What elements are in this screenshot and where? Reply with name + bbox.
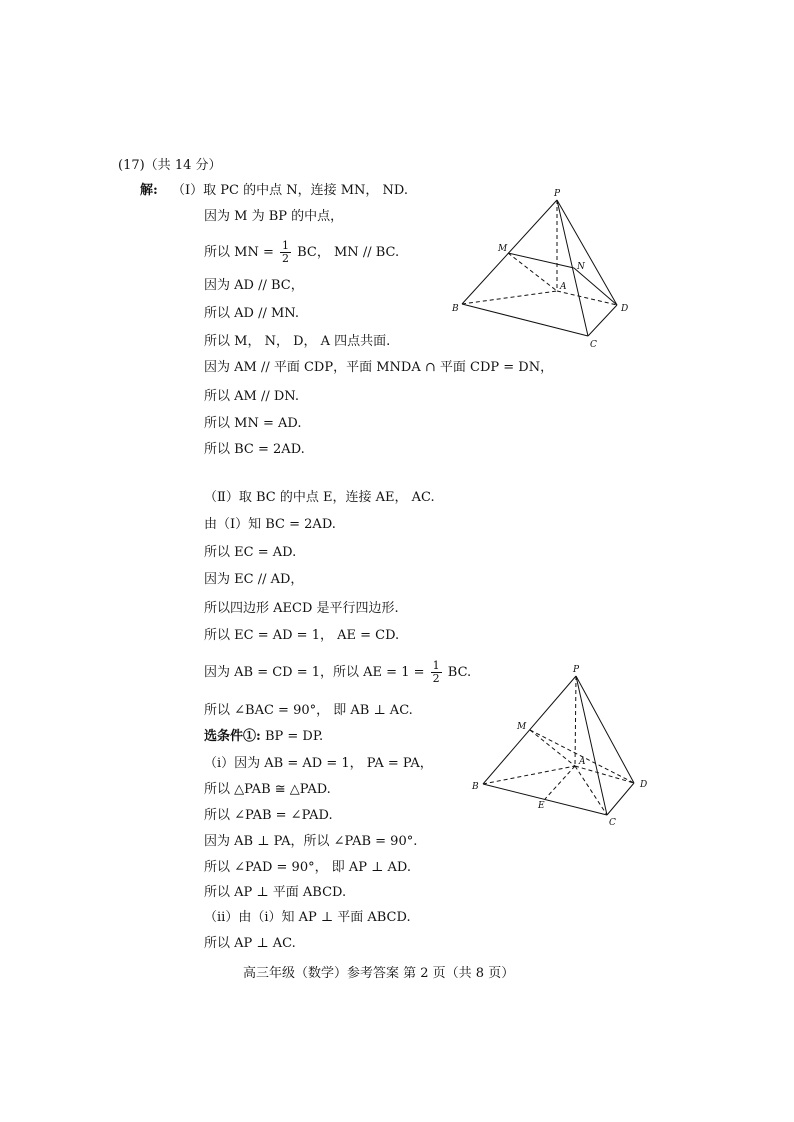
solution-line-3-lhs: 所以 MN =	[204, 245, 274, 260]
solution-line-11: （Ⅱ）取 BC 的中点 E，连接 AE， AC.	[204, 490, 435, 505]
fraction-denominator: 2	[281, 252, 289, 265]
label-D: D	[621, 304, 629, 314]
solution-line-26: （ⅱ）由（ⅰ）知 AP ⊥ 平面 ABCD.	[204, 910, 411, 925]
solution-line-8: 所以 AM // DN.	[204, 389, 299, 404]
solution-line-25: 所以 AP ⊥ 平面 ABCD.	[204, 885, 347, 900]
edge-BC	[483, 784, 607, 815]
label-E: E	[538, 801, 545, 811]
solution-line-23: 因为 AB ⊥ PA，所以 ∠PAB = 90°.	[204, 834, 418, 849]
hidden-edge-MA	[530, 730, 575, 766]
solution-line-20: （ⅰ）因为 AB = AD = 1， PA = PA，	[204, 756, 433, 771]
label-M: M	[498, 244, 508, 254]
label-M: M	[517, 722, 527, 732]
solution-line-9: 所以 MN = AD.	[204, 416, 302, 431]
solution-line-17-rhs: BC.	[447, 665, 472, 680]
solution-line-21: 所以 △PAB ≅ △PAD.	[204, 782, 331, 797]
solution-line-16: 所以 EC = AD = 1， AE = CD.	[204, 628, 400, 643]
label-P: P	[554, 189, 561, 199]
solution-line-17-lhs: 因为 AB = CD = 1，所以 AE = 1 =	[204, 665, 425, 680]
condition-text: BP = DP.	[260, 729, 324, 744]
solution-label: 解:	[140, 183, 158, 198]
label-P: P	[573, 665, 580, 675]
solution-line-27: 所以 AP ⊥ AC.	[204, 936, 296, 951]
label-B: B	[452, 304, 459, 314]
solution-line-14: 因为 EC // AD，	[204, 572, 304, 587]
label-C: C	[590, 340, 597, 350]
solution-line-6: 所以 M， N， D， A 四点共面.	[204, 334, 391, 349]
label-C: C	[609, 818, 616, 828]
solution-line-15: 所以四边形 AECD 是平行四边形.	[204, 601, 399, 616]
solution-line-18: 所以 ∠BAC = 90°， 即 AB ⊥ AC.	[204, 703, 413, 718]
label-D: D	[640, 780, 648, 790]
label-A: A	[560, 282, 567, 292]
solution-line-5: 所以 AD // MN.	[204, 306, 299, 321]
label-B: B	[472, 782, 479, 792]
solution-line-4: 因为 AD // BC，	[204, 278, 304, 293]
solution-line-2: 因为 M 为 BP 的中点，	[204, 209, 344, 224]
label-N: N	[577, 262, 585, 272]
page-footer: 高三年级（数学）参考答案 第 2 页（共 8 页）	[243, 966, 515, 981]
solution-line-3-rhs: BC， MN // BC.	[297, 245, 400, 260]
solution-line-22: 所以 ∠PAB = ∠PAD.	[204, 808, 333, 823]
problem-header: (17)（共 14 分）	[118, 158, 222, 173]
condition-label: 选条件①:	[204, 729, 261, 744]
solution-line-13: 所以 EC = AD.	[204, 545, 297, 560]
hidden-edge-AE	[545, 766, 575, 799]
solution-line-24: 所以 ∠PAD = 90°， 即 AP ⊥ AD.	[204, 860, 411, 875]
edge-PB	[483, 676, 576, 784]
edge-CD	[607, 783, 634, 815]
fraction-numerator: 1	[281, 239, 289, 252]
fraction-denominator: 2	[432, 672, 440, 685]
edge-PC	[576, 676, 607, 815]
solution-line-12: 由（Ⅰ）知 BC = 2AD.	[204, 517, 336, 532]
fraction-numerator: 1	[432, 659, 440, 672]
solution-line-7: 因为 AM // 平面 CDP，平面 MNDA ∩ 平面 CDP = DN，	[204, 360, 554, 375]
label-A: A	[579, 757, 586, 767]
solution-line-1: （Ⅰ）取 PC 的中点 N，连接 MN， ND.	[172, 183, 409, 198]
solution-line-10: 所以 BC = 2AD.	[204, 442, 305, 457]
